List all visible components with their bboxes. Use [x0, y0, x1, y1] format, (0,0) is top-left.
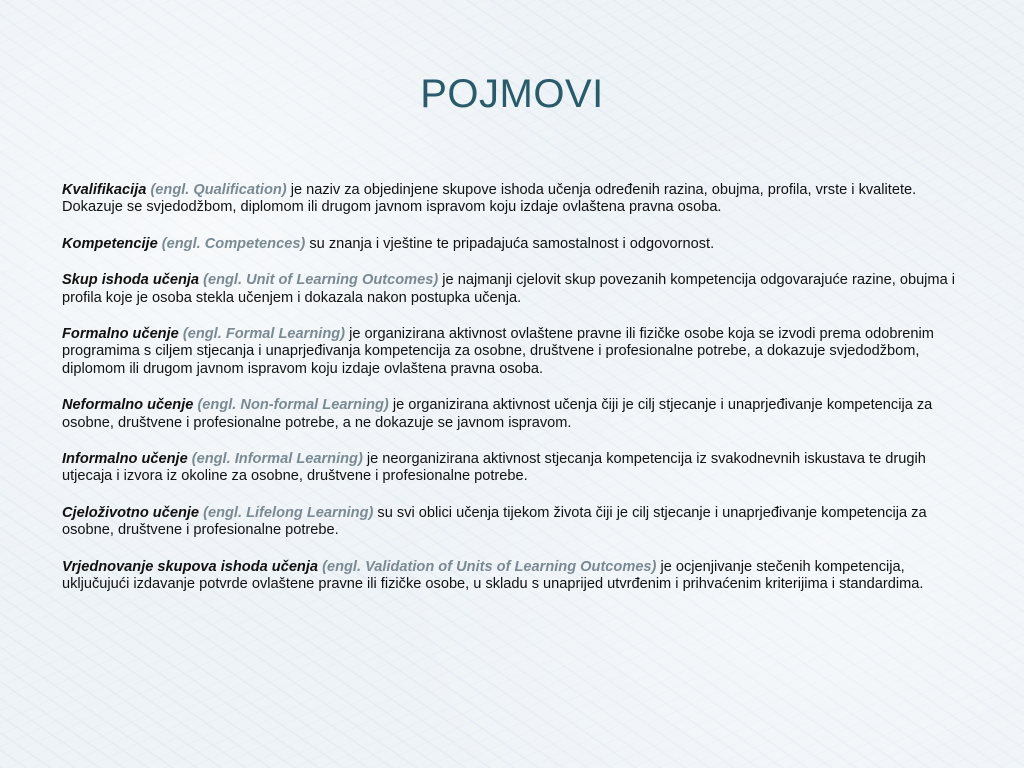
definition-english: (engl. Non-formal Learning)	[197, 397, 389, 414]
definition-term: Cjeloživotno učenje	[62, 504, 200, 521]
definitions-list	[62, 182, 967, 613]
definition-term: Neformalno učenje	[62, 397, 194, 414]
definition-neformalno-ucenje	[62, 397, 967, 432]
definition-cjelozivotno-ucenje	[62, 505, 967, 540]
definition-kvalifikacija	[62, 182, 967, 217]
definition-vrjednovanje	[62, 559, 967, 594]
definition-english: (engl. Unit of Learning Outcomes)	[203, 272, 439, 289]
definition-text: je organizirana aktivnost ovlaštene pravne ili fizičke osobe koja se izvodi prema odobrenim programima s ciljem stjecanja i unaprjeđivanja kompetencija za osobne, društvene i profesionalne potrebe, a dokazuje svjedodžbom, diplomom ili drugom javnom ispravom koju izdaje ovlaštena pravna osoba.	[62, 326, 934, 377]
definition-informalno-ucenje	[62, 451, 967, 486]
definition-text: je najmanji cjelovit skup povezanih kompetencija odgovarajuće razine, obujma i profila koje je osoba stekla učenjem i dokazala nakon postupka učenja.	[62, 272, 955, 306]
definition-term: Formalno učenje	[62, 326, 179, 343]
definition-english: (engl. Competences)	[161, 235, 306, 252]
definition-skup-ishoda	[62, 272, 967, 307]
definition-text: je naziv za objedinjene skupove ishoda učenja određenih razina, obujma, profila, vrste i kvalitete. Dokazuje se svjedodžbom, diplomom ili drugom javnom ispravom koju izdaje ovlaštena pravna osoba.	[62, 182, 917, 216]
definition-text: su svi oblici učenja tijekom života čiji je cilj stjecanje i unaprjeđivanje kompetencija za osobne, društvene i profesionalne potrebe.	[62, 504, 927, 539]
definition-formalno-ucenje	[62, 326, 967, 378]
definition-kompetencije	[62, 236, 967, 253]
definition-term: Kvalifikacija	[62, 182, 147, 198]
definition-term: Kompetencije	[62, 235, 158, 252]
definition-text: je organizirana aktivnost učenja čiji je cilj stjecanje i unaprjeđivanje kompetencija za osobne, društvene i profesionalne potrebe, a ne dokazuje se javnom ispravom.	[62, 397, 933, 431]
definition-english: (engl. Formal Learning)	[182, 326, 346, 343]
definition-term: Vrjednovanje skupova ishoda učenja	[62, 558, 319, 575]
definition-text: su znanja i vještine te pripadajuća samostalnost i odgovornost.	[305, 235, 715, 252]
definition-text: je ocjenjivanje stečenih kompetencija, uključujući izdavanje potvrde ovlaštene pravne ili fizičke osobe, u skladu s unaprijed utvrđenim i prihvaćenim kriterijima i standardima.	[62, 558, 924, 593]
definition-term: Informalno učenje	[62, 451, 188, 468]
slide-title: POJMOVI	[420, 72, 604, 116]
definition-term: Skup ishoda učenja	[62, 272, 200, 289]
definition-english: (engl. Qualification)	[150, 182, 287, 198]
definition-english: (engl. Informal Learning)	[191, 451, 363, 468]
definition-english: (engl. Lifelong Learning)	[203, 504, 374, 521]
definition-english: (engl. Validation of Units of Learning Outcomes)	[322, 558, 657, 575]
definition-text: je neorganizirana aktivnost stjecanja kompetencija iz svakodnevnih iskustava te drugih utjecaja i izvora iz okoline za osobne, društvene i profesionalne potrebe.	[62, 451, 926, 485]
